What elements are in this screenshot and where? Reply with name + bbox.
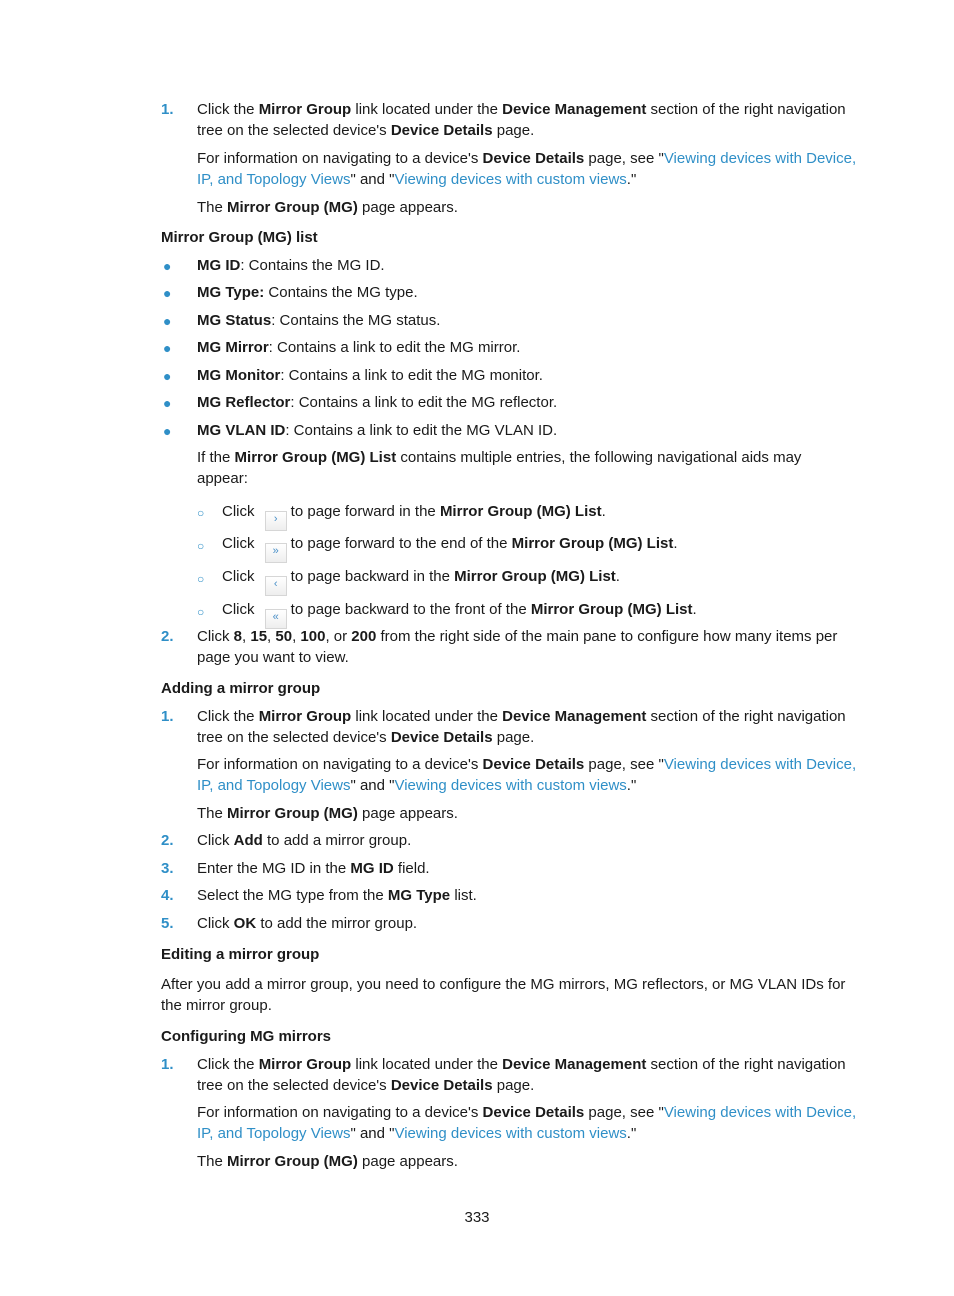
result-text: The Mirror Group (MG) page appears. — [197, 199, 458, 216]
paragraph: If the Mirror Group (MG) List contains multiple entries, the following navigational aids may — [197, 449, 802, 466]
step-number: 1. — [161, 708, 174, 725]
bullet-icon: ● — [163, 423, 172, 439]
info-text: For information on navigating to a device's Device Details page, see "Viewing devices with Device, — [197, 150, 857, 167]
bullet-icon: ● — [163, 340, 172, 356]
paragraph: the mirror group. — [161, 997, 272, 1014]
device-views-link[interactable]: IP, and Topology Views — [197, 1125, 351, 1142]
bullet-icon: ● — [163, 368, 172, 384]
info-text: For information on navigating to a device's Device Details page, see "Viewing devices with Device, — [197, 1104, 857, 1121]
device-views-link[interactable]: Viewing devices with Device, — [663, 150, 857, 167]
page-first-icon: « — [265, 609, 287, 629]
step-text: Click the Mirror Group link located under the Device Management section of the right navigation — [197, 101, 846, 118]
page-forward-icon: › — [265, 511, 287, 531]
list-item: MG VLAN ID: Contains a link to edit the MG VLAN ID. — [197, 422, 558, 439]
bullet-icon: ● — [163, 313, 172, 329]
sub-bullet-icon: ○ — [197, 572, 205, 586]
result-text: The Mirror Group (MG) page appears. — [197, 805, 458, 822]
result-text: The Mirror Group (MG) page appears. — [197, 1153, 458, 1170]
step-text: Click the Mirror Group link located under the Device Management section of the right navigation — [197, 708, 846, 725]
page-number: 333 — [464, 1209, 490, 1226]
info-text: For information on navigating to a device's Device Details page, see "Viewing devices with Device, — [197, 756, 857, 773]
step-text: Click 8, 15, 50, 100, or 200 from the right side of the main pane to configure how many items per — [197, 628, 838, 645]
step-text: page you want to view. — [197, 649, 349, 666]
step-number: 4. — [161, 887, 174, 904]
step-number: 1. — [161, 1056, 174, 1073]
list-item: Click « to page backward to the front of the Mirror Group (MG) List. — [222, 600, 697, 629]
section-heading: Adding a mirror group — [161, 680, 321, 697]
list-item: MG Type: Contains the MG type. — [197, 284, 418, 301]
paragraph: After you add a mirror group, you need to configure the MG mirrors, MG reflectors, or MG VLAN IDs for — [161, 976, 846, 993]
list-item: Click › to page forward in the Mirror Group (MG) List. — [222, 502, 606, 531]
section-heading: Editing a mirror group — [161, 946, 320, 963]
paragraph: appear: — [197, 470, 248, 487]
list-item: MG Status: Contains the MG status. — [197, 312, 441, 329]
step-text: Select the MG type from the MG Type list. — [197, 887, 477, 904]
section-heading: Configuring MG mirrors — [161, 1028, 331, 1045]
device-views-link[interactable]: Viewing devices with Device, — [663, 1104, 857, 1121]
sub-bullet-icon: ○ — [197, 539, 205, 553]
bullet-icon: ● — [163, 395, 172, 411]
step-text: Click Add to add a mirror group. — [197, 832, 412, 849]
info-text: IP, and Topology Views" and "Viewing devices with custom views." — [197, 171, 637, 188]
list-item: Click » to page forward to the end of the Mirror Group (MG) List. — [222, 534, 678, 563]
info-text: IP, and Topology Views" and "Viewing devices with custom views." — [197, 1125, 637, 1142]
step-number: 2. — [161, 832, 174, 849]
sub-bullet-icon: ○ — [197, 506, 205, 520]
list-item: MG Mirror: Contains a link to edit the MG mirror. — [197, 339, 521, 356]
step-text: tree on the selected device's Device Details page. — [197, 729, 535, 746]
list-item: MG Reflector: Contains a link to edit the MG reflector. — [197, 394, 558, 411]
step-number: 5. — [161, 915, 174, 932]
step-text: tree on the selected device's Device Details page. — [197, 122, 535, 139]
page-back-icon: ‹ — [265, 576, 287, 596]
bullet-icon: ● — [163, 258, 172, 274]
device-views-link[interactable]: Viewing devices with Device, — [663, 756, 857, 773]
list-item: MG ID: Contains the MG ID. — [197, 257, 385, 274]
step-text: Enter the MG ID in the MG ID field. — [197, 860, 430, 877]
page-last-icon: » — [265, 543, 287, 563]
list-item: Click ‹ to page backward in the Mirror Group (MG) List. — [222, 567, 620, 596]
device-views-link[interactable]: IP, and Topology Views — [197, 171, 351, 188]
step-number: 3. — [161, 860, 174, 877]
info-text: IP, and Topology Views" and "Viewing devices with custom views." — [197, 777, 637, 794]
custom-views-link[interactable]: Viewing devices with custom views — [394, 171, 627, 188]
custom-views-link[interactable]: Viewing devices with custom views — [394, 1125, 627, 1142]
step-text: Click OK to add the mirror group. — [197, 915, 418, 932]
device-views-link[interactable]: IP, and Topology Views — [197, 777, 351, 794]
custom-views-link[interactable]: Viewing devices with custom views — [394, 777, 627, 794]
step-number: 1. — [161, 101, 174, 118]
bullet-icon: ● — [163, 285, 172, 301]
section-heading: Mirror Group (MG) list — [161, 229, 318, 246]
step-number: 2. — [161, 628, 174, 645]
step-text: tree on the selected device's Device Details page. — [197, 1077, 535, 1094]
list-item: MG Monitor: Contains a link to edit the MG monitor. — [197, 367, 543, 384]
sub-bullet-icon: ○ — [197, 605, 205, 619]
step-text: Click the Mirror Group link located under the Device Management section of the right navigation — [197, 1056, 846, 1073]
